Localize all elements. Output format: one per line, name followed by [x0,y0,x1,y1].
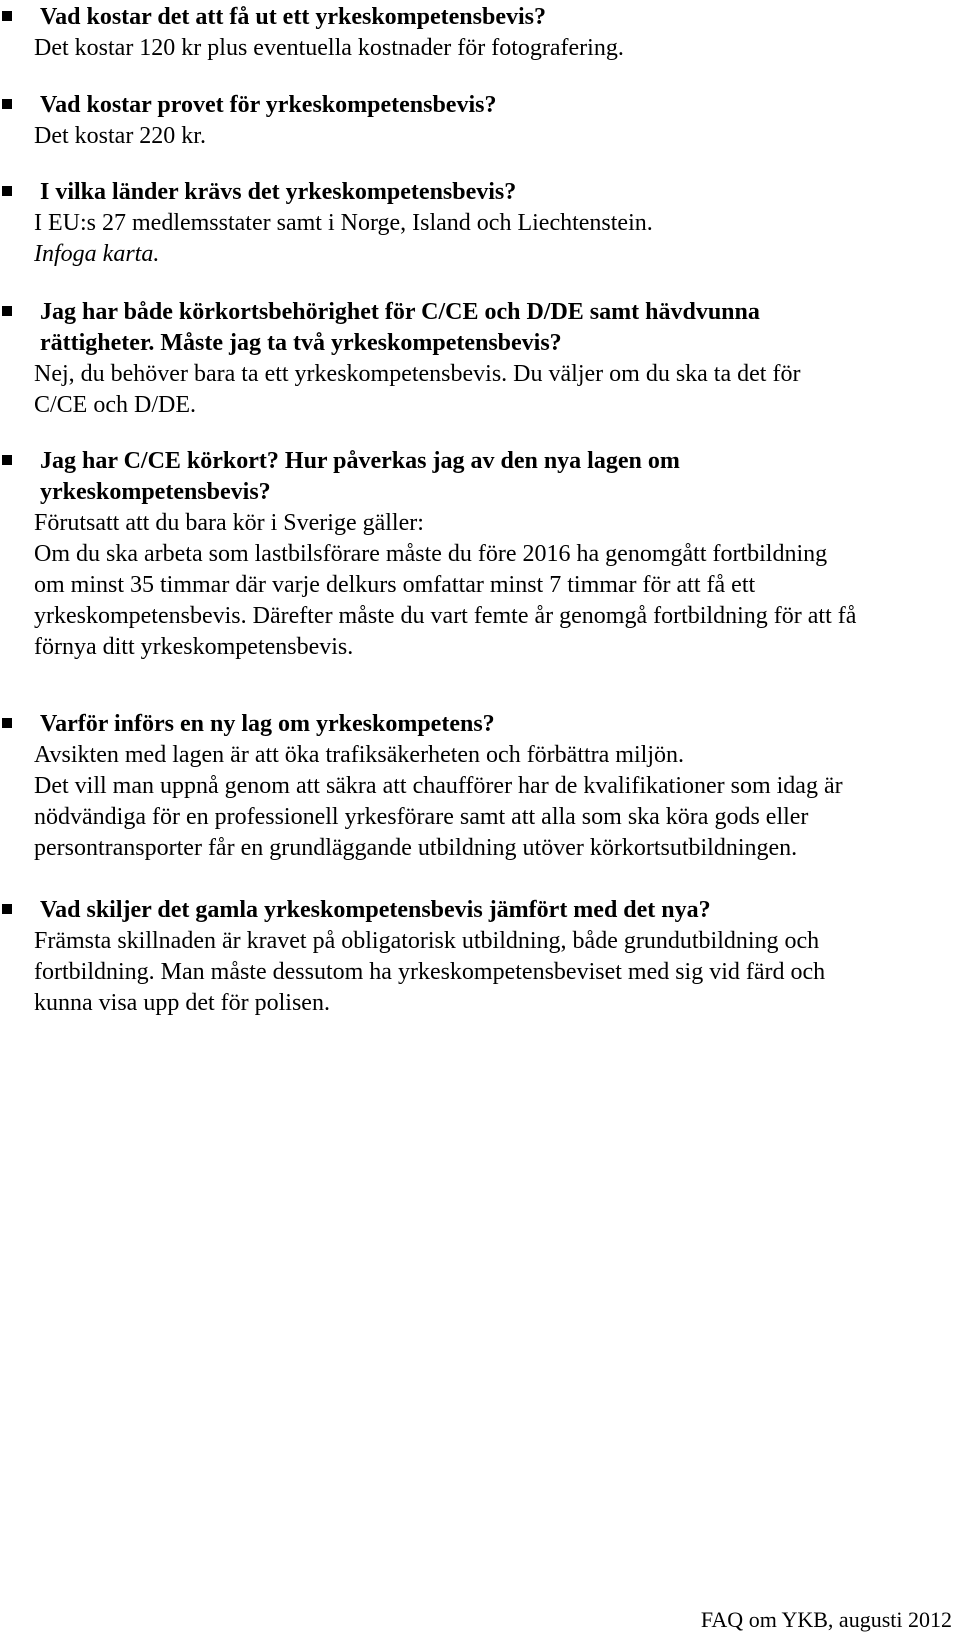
faq-answer: kunna visa upp det för polisen. [34,990,330,1016]
faq-answer: persontransporter får en grundläggande utbildning utöver körkortsutbildningen. [34,835,798,861]
faq-question-continued: yrkeskompetensbevis? [40,479,271,505]
bullet-square-icon [2,306,12,316]
faq-answer: Det vill man uppnå genom att säkra att chaufförer har de kvalifikationer som idag är [34,773,843,799]
bullet-square-icon [2,186,12,196]
bullet-square-icon [2,455,12,465]
faq-question: Vad kostar provet för yrkeskompetensbevis? [0,90,960,121]
bullet-square-icon [2,11,12,21]
faq-answer: förnya ditt yrkeskompetensbevis. [34,634,354,660]
faq-answer: Främsta skillnaden är kravet på obligatorisk utbildning, både grundutbildning och [34,928,820,954]
faq-note: Infoga karta. [34,241,160,267]
faq-item [0,177,960,270]
faq-answer: Det kostar 120 kr plus eventuella kostnader för fotografering. [34,35,624,61]
faq-item [0,297,960,421]
faq-item [0,2,960,64]
bullet-square-icon [2,904,12,914]
faq-question-continued: rättigheter. Måste jag ta två yrkeskompetensbevis? [40,330,562,356]
faq-answer: Om du ska arbeta som lastbilsförare måste du före 2016 ha genomgått fortbildning [34,541,828,567]
faq-item [0,90,960,152]
faq-answer: Förutsatt att du bara kör i Sverige gäller: [34,510,424,536]
faq-answer: Avsikten med lagen är att öka trafiksäkerheten och förbättra miljön. [34,742,684,768]
faq-question: Jag har C/CE körkort? Hur påverkas jag av den nya lagen om [0,446,960,477]
faq-question: Vad skiljer det gamla yrkeskompetensbevis jämfört med det nya? [0,895,960,926]
faq-answer: Nej, du behöver bara ta ett yrkeskompetensbevis. Du väljer om du ska ta det för [34,361,801,387]
faq-answer: yrkeskompetensbevis. Därefter måste du vart femte år genomgå fortbildning för att få [34,603,857,629]
page-footer: FAQ om YKB, augusti 2012 [700,1607,952,1632]
faq-answer: Det kostar 220 kr. [34,123,206,149]
faq-answer: nödvändiga för en professionell yrkesförare samt att alla som ska köra gods eller [34,804,809,830]
faq-question: Jag har både körkortsbehörighet för C/CE och D/DE samt hävdvunna [0,297,960,328]
faq-answer: fortbildning. Man måste dessutom ha yrkeskompetensbeviset med sig vid färd och [34,959,826,985]
faq-question: Varför införs en ny lag om yrkeskompetens? [0,709,960,740]
faq-question: I vilka länder krävs det yrkeskompetensbevis? [0,177,960,208]
faq-question: Vad kostar det att få ut ett yrkeskompetensbevis? [0,2,960,33]
bullet-square-icon [2,718,12,728]
faq-item [0,895,960,1019]
faq-item [0,446,960,663]
faq-item [0,709,960,864]
faq-answer: om minst 35 timmar där varje delkurs omfattar minst 7 timmar för att få ett [34,572,756,598]
bullet-square-icon [2,99,12,109]
faq-answer: C/CE och D/DE. [34,392,196,418]
faq-answer: I EU:s 27 medlemsstater samt i Norge, Island och Liechtenstein. [34,210,653,236]
